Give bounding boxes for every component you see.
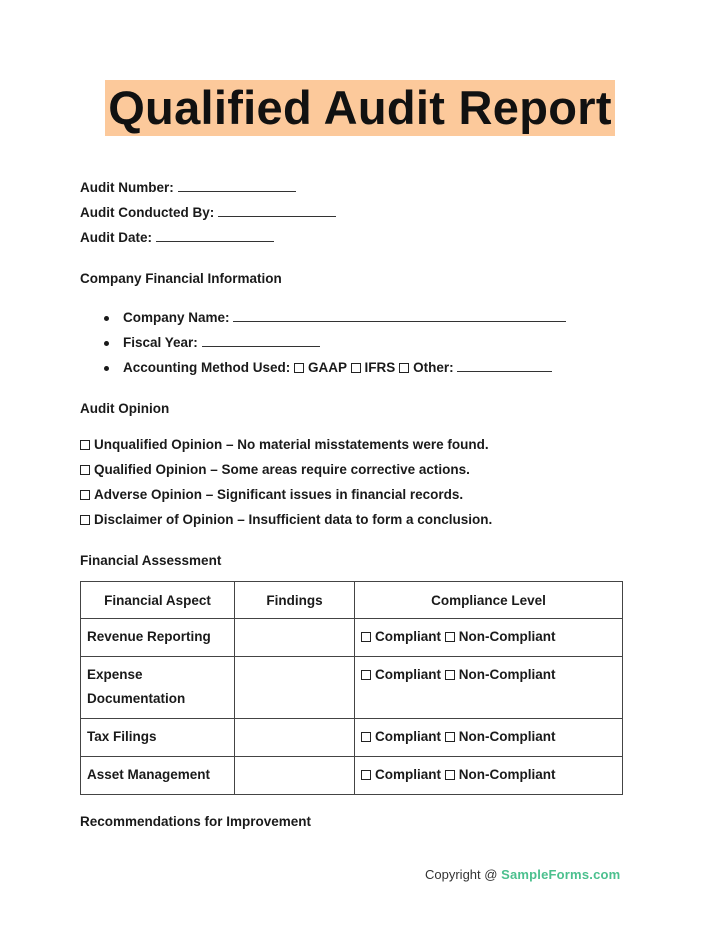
conducted-by-label: Audit Conducted By: [80, 205, 215, 220]
audit-number-blank[interactable] [178, 181, 296, 192]
recommendations-heading: Recommendations for Improvement [80, 814, 312, 829]
assessment-section-heading: Financial Assessment [80, 553, 222, 568]
audit-number-label: Audit Number: [80, 180, 174, 195]
fiscal-year-blank[interactable] [202, 336, 320, 347]
compliance-cell [355, 619, 623, 657]
column-header-compliance: Compliance Level [355, 582, 623, 619]
table-row [81, 757, 623, 795]
non-compliant-checkbox[interactable] [445, 770, 455, 780]
fiscal-year-label: Fiscal Year: [123, 335, 198, 350]
compliant-checkbox[interactable] [361, 670, 371, 680]
conducted-by-field [80, 205, 336, 220]
accounting-method-label: Accounting Method Used: [123, 360, 291, 375]
qualified-checkbox[interactable] [80, 465, 90, 475]
audit-date-field [80, 230, 274, 245]
other-blank[interactable] [457, 361, 552, 372]
opinion-label: Disclaimer of Opinion – Insufficient data to form a conclusion. [94, 512, 493, 527]
company-name-label: Company Name: [123, 310, 230, 325]
compliant-label: Compliant [375, 729, 441, 744]
adverse-checkbox[interactable] [80, 490, 90, 500]
non-compliant-checkbox[interactable] [445, 632, 455, 642]
non-compliant-label: Non-Compliant [458, 729, 556, 744]
opinion-option [80, 487, 492, 512]
column-header-aspect: Financial Aspect [81, 582, 235, 619]
ifrs-label: IFRS [364, 360, 396, 375]
non-compliant-label: Non-Compliant [458, 629, 556, 644]
findings-cell[interactable] [235, 757, 355, 795]
compliant-checkbox[interactable] [361, 632, 371, 642]
non-compliant-checkbox[interactable] [445, 732, 455, 742]
compliant-label: Compliant [375, 667, 441, 682]
list-item [100, 360, 566, 385]
other-label: Other: [413, 360, 454, 375]
gaap-checkbox[interactable] [294, 363, 304, 373]
aspect-cell: Tax Filings [81, 719, 235, 757]
non-compliant-label: Non-Compliant [458, 667, 556, 682]
column-header-findings: Findings [235, 582, 355, 619]
compliance-cell [355, 757, 623, 795]
compliant-label: Compliant [375, 629, 441, 644]
aspect-cell: Revenue Reporting [81, 619, 235, 657]
non-compliant-checkbox[interactable] [445, 670, 455, 680]
compliant-checkbox[interactable] [361, 770, 371, 780]
bullet-icon [104, 366, 109, 371]
compliant-label: Compliant [375, 767, 441, 782]
company-info-list [100, 310, 566, 385]
compliance-cell [355, 719, 623, 757]
opinion-section-heading: Audit Opinion [80, 401, 170, 416]
audit-date-label: Audit Date: [80, 230, 152, 245]
bullet-icon [104, 341, 109, 346]
gaap-label: GAAP [308, 360, 347, 375]
opinion-option [80, 512, 492, 537]
other-checkbox[interactable] [399, 363, 409, 373]
opinion-options [80, 437, 492, 537]
conducted-by-blank[interactable] [218, 206, 336, 217]
disclaimer-checkbox[interactable] [80, 515, 90, 525]
company-section-heading: Company Financial Information [80, 271, 282, 286]
copyright-footer [425, 867, 620, 882]
opinion-label: Unqualified Opinion – No material misstatements were found. [94, 437, 489, 452]
financial-assessment-table [80, 581, 623, 795]
bullet-icon [104, 316, 109, 321]
audit-number-field [80, 180, 296, 195]
aspect-cell: Expense Documentation [81, 657, 235, 719]
findings-cell[interactable] [235, 719, 355, 757]
opinion-option [80, 437, 492, 462]
table-row [81, 719, 623, 757]
opinion-label: Adverse Opinion – Significant issues in financial records. [94, 487, 464, 502]
ifrs-checkbox[interactable] [351, 363, 361, 373]
company-name-blank[interactable] [233, 311, 566, 322]
title-wrap [0, 80, 720, 136]
brand-link[interactable]: SampleForms.com [501, 867, 621, 882]
unqualified-checkbox[interactable] [80, 440, 90, 450]
compliant-checkbox[interactable] [361, 732, 371, 742]
aspect-cell: Asset Management [81, 757, 235, 795]
table-header-row [81, 582, 623, 619]
list-item [100, 310, 566, 335]
document-title: Qualified Audit Report [105, 80, 615, 136]
audit-date-blank[interactable] [156, 231, 274, 242]
list-item [100, 335, 566, 360]
findings-cell[interactable] [235, 657, 355, 719]
compliance-cell [355, 657, 623, 719]
copyright-text: Copyright @ [425, 867, 498, 882]
table-row [81, 619, 623, 657]
opinion-option [80, 462, 492, 487]
opinion-label: Qualified Opinion – Some areas require corrective actions. [94, 462, 470, 477]
non-compliant-label: Non-Compliant [458, 767, 556, 782]
table-row [81, 657, 623, 719]
findings-cell[interactable] [235, 619, 355, 657]
